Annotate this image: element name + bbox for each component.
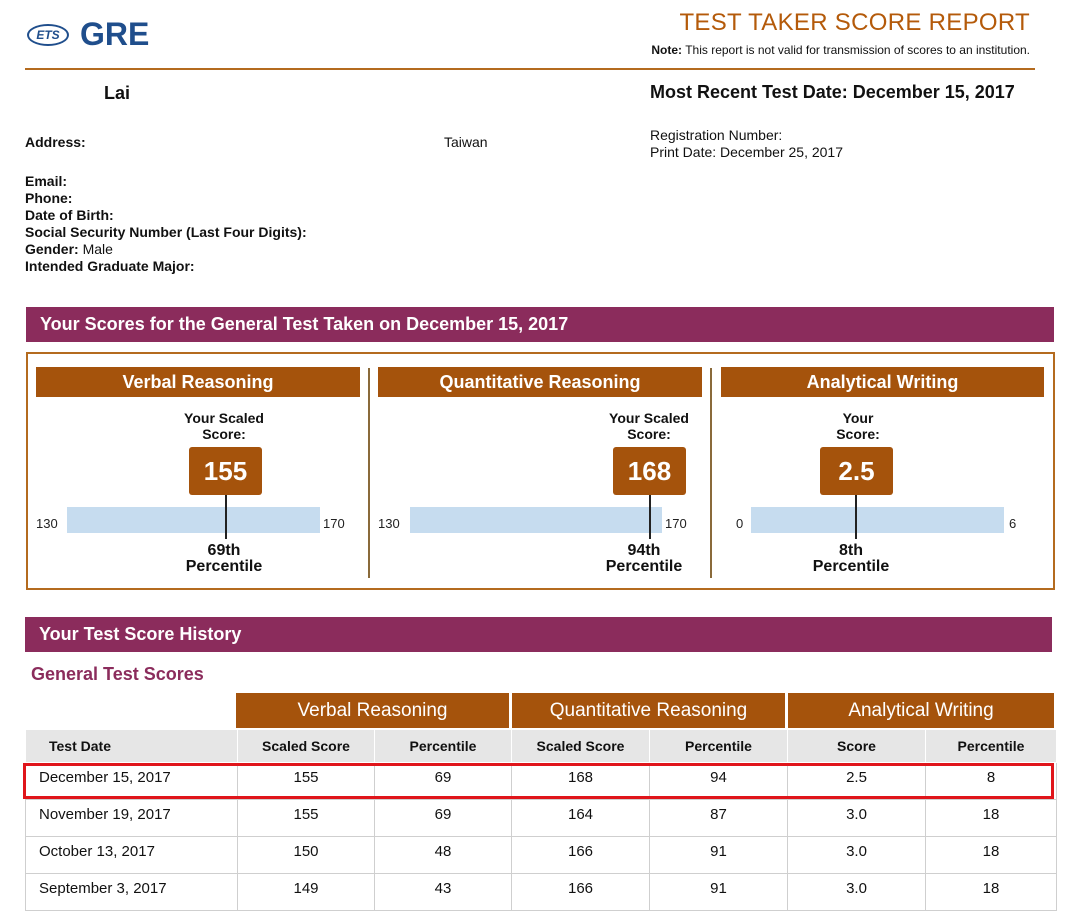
writing-score-label: Your Score:	[836, 410, 880, 442]
note-text: This report is not valid for transmission of scores to an institution.	[685, 43, 1030, 57]
table-cell: December 15, 2017	[26, 763, 238, 800]
verbal-score-box: 155	[189, 447, 262, 495]
table-cell: 3.0	[788, 837, 926, 874]
address-country: Taiwan	[444, 134, 488, 150]
panel-divider	[368, 368, 370, 578]
quant-score-pointer	[649, 495, 651, 539]
table-cell: 91	[650, 874, 788, 911]
table-header-row	[26, 730, 1057, 763]
panel-divider	[710, 368, 712, 578]
table-cell: 91	[650, 837, 788, 874]
report-title: TEST TAKER SCORE REPORT	[679, 9, 1030, 36]
quant-score-box: 168	[613, 447, 686, 495]
table-cell: 8	[926, 763, 1057, 800]
candidate-name: Lai	[104, 83, 131, 103]
table-cell: 18	[926, 800, 1057, 837]
table-cell: 3.0	[788, 800, 926, 837]
writing-group-header: Analytical Writing	[788, 693, 1054, 728]
gre-logo: GRE	[80, 16, 150, 52]
address-label: Address:	[25, 134, 86, 150]
email-label: Email:	[25, 173, 68, 189]
ets-logo: ETS	[27, 24, 69, 46]
table-cell: 155	[238, 800, 375, 837]
latest-row-highlight	[23, 763, 1054, 799]
table-cell: 18	[926, 837, 1057, 874]
gender-value: Male	[82, 241, 113, 257]
phone-label: Phone:	[25, 190, 73, 206]
verbal-score-label: Your Scaled Score:	[184, 410, 264, 442]
column-header: Scaled Score	[238, 730, 375, 763]
table-cell: 150	[238, 837, 375, 874]
verbal-panel-title: Verbal Reasoning	[36, 367, 360, 397]
most-recent-test-date: Most Recent Test Date: December 15, 2017	[650, 82, 1015, 102]
verbal-score-pointer	[225, 495, 227, 539]
writing-range-max: 6	[1009, 516, 1017, 531]
column-header: Test Date	[26, 730, 238, 763]
table-row	[26, 800, 1057, 837]
column-header: Percentile	[650, 730, 788, 763]
ssn-label: Social Security Number (Last Four Digits):	[25, 224, 307, 240]
table-cell: 155	[238, 763, 375, 800]
quant-range-min: 130	[378, 516, 400, 531]
scores-section-header	[26, 307, 1054, 342]
table-cell: November 19, 2017	[26, 800, 238, 837]
print-date: Print Date: December 25, 2017	[650, 144, 843, 160]
table-cell: 168	[512, 763, 650, 800]
writing-score-pointer	[855, 495, 857, 539]
writing-range-bar	[751, 507, 1004, 533]
note-label: Note:	[651, 43, 683, 57]
quant-score-label: Your Scaled Score:	[609, 410, 689, 442]
history-subtitle: General Test Scores	[31, 664, 204, 684]
table-cell: 43	[375, 874, 512, 911]
quant-range-bar	[410, 507, 662, 533]
header-divider	[25, 68, 1035, 70]
verbal-range-min: 130	[36, 516, 58, 531]
writing-range-min: 0	[736, 516, 744, 531]
table-cell: October 13, 2017	[26, 837, 238, 874]
registration-number-label: Registration Number:	[650, 127, 783, 143]
writing-panel-title: Analytical Writing	[721, 367, 1044, 397]
gender-label: Gender:	[25, 241, 79, 257]
column-header: Percentile	[926, 730, 1057, 763]
scores-section-title: Your Scores for the General Test Taken on December 15, 2017	[40, 314, 569, 334]
table-cell: 166	[512, 837, 650, 874]
table-row	[26, 874, 1057, 911]
table-cell: 166	[512, 874, 650, 911]
table-cell: 164	[512, 800, 650, 837]
writing-percentile: 8th Percentile	[812, 542, 890, 575]
quant-range-max: 170	[665, 516, 687, 531]
table-cell: 87	[650, 800, 788, 837]
table-cell: 2.5	[788, 763, 926, 800]
history-section-header	[25, 617, 1052, 652]
dob-label: Date of Birth:	[25, 207, 114, 223]
quant-group-header: Quantitative Reasoning	[512, 693, 785, 728]
table-cell: 18	[926, 874, 1057, 911]
table-cell: 69	[375, 763, 512, 800]
table-cell: 48	[375, 837, 512, 874]
verbal-range-bar	[67, 507, 320, 533]
quant-percentile: 94th Percentile	[605, 542, 683, 575]
report-note	[651, 43, 1030, 57]
quant-panel-title: Quantitative Reasoning	[378, 367, 702, 397]
gender-row	[25, 241, 113, 257]
score-history-table	[25, 729, 1057, 911]
verbal-group-header: Verbal Reasoning	[236, 693, 509, 728]
verbal-range-max: 170	[323, 516, 345, 531]
column-header: Score	[788, 730, 926, 763]
major-label: Intended Graduate Major:	[25, 258, 195, 274]
table-row	[26, 837, 1057, 874]
history-section-title: Your Test Score History	[39, 624, 242, 644]
writing-score-box: 2.5	[820, 447, 893, 495]
table-cell: 94	[650, 763, 788, 800]
table-cell: September 3, 2017	[26, 874, 238, 911]
column-header: Percentile	[375, 730, 512, 763]
table-cell: 69	[375, 800, 512, 837]
column-header: Scaled Score	[512, 730, 650, 763]
table-cell: 3.0	[788, 874, 926, 911]
verbal-percentile: 69th Percentile	[185, 542, 263, 575]
table-cell: 149	[238, 874, 375, 911]
